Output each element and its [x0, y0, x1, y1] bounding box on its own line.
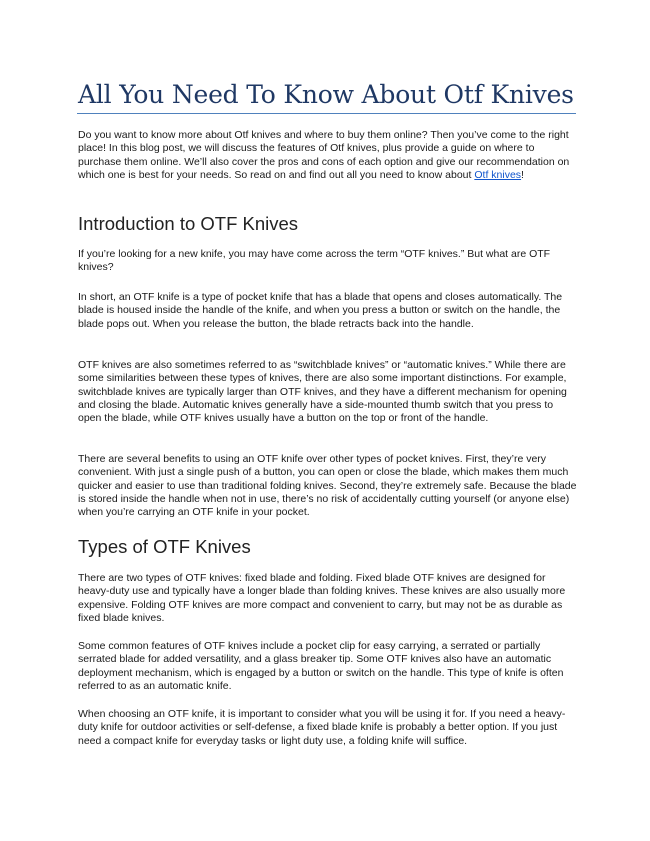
intro-text-end: !: [521, 168, 524, 181]
paragraph: There are several benefits to using an OTF knife over other types of pocket knives. First, they’re very convenient. With just a single push of a button, you can open or close the blade, which makes them much quicker and easier to use than traditional folding knives. Second, they’re extremely safe. Because the blade is stored inside the handle when not in use, there’s no risk of accidentally cutting yourself (or anyone else) when you’re carrying an OTF knife in your pocket.: [78, 453, 577, 519]
page-title: All You Need To Know About Otf Knives: [78, 80, 574, 109]
paragraph: When choosing an OTF knife, it is important to consider what you will be using it for. If you need a heavy-duty knife for outdoor activities or self-defense, a fixed blade knife is probably a better option. If you just need a compact knife for everyday tasks or light duty use, a folding knife will suffice.: [78, 708, 566, 747]
intro-text: Do you want to know more about Otf knives and where to buy them online? Then you’ve come to the right place! In this blog post, we will discuss the features of Otf knives, plus provide a guide on where to purchase them online. We’ll also cover the pros and cons of each option and give our recommendation on which one is best for your needs. So read on and find out all you need to know about: [78, 129, 570, 181]
paragraph: If you’re looking for a new knife, you may have come across the term “OTF knives.” But what are OTF knives?: [78, 248, 551, 274]
paragraph: In short, an OTF knife is a type of pocket knife that has a blade that opens and closes automatically. The blade is housed inside the handle of the knife, and when you press a button or switch on the handle, the blade pops out. When you release the button, the blade retracts back into the handle.: [78, 291, 563, 330]
otf-knives-link[interactable]: Otf knives: [474, 168, 522, 181]
section-heading-types: Types of OTF Knives: [78, 536, 251, 557]
intro-paragraph: [78, 129, 578, 182]
paragraph: Some common features of OTF knives include a pocket clip for easy carrying, a serrated or partially serrated blade for added versatility, and a glass breaker tip. Some OTF knives also have an automatic deployment mechanism, which is engaged by a button or switch on the handle. This type of knife is often referred to as an automatic knife.: [78, 640, 564, 692]
title-underline-rule: [77, 113, 576, 114]
section-heading-introduction: Introduction to OTF Knives: [78, 213, 299, 234]
paragraph: There are two types of OTF knives: fixed blade and folding. Fixed blade OTF knives are designed for heavy-duty use and typically have a longer blade than folding knives. These knives are also usually more expensive. Folding OTF knives are more compact and convenient to carry, but may not be as durable as fixed blade knives.: [78, 572, 566, 624]
paragraph: OTF knives are also sometimes referred to as “switchblade knives” or “automatic knives.” While there are some similarities between these types of knives, there are also some important distinctions. For example, switchblade knives are typically larger than OTF knives, and they have a different mechanism for opening and closing the blade. Automatic knives generally have a side-mounted thumb switch that you press to open the blade, while OTF knives usually have a button on the top or front of the handle.: [78, 359, 567, 425]
